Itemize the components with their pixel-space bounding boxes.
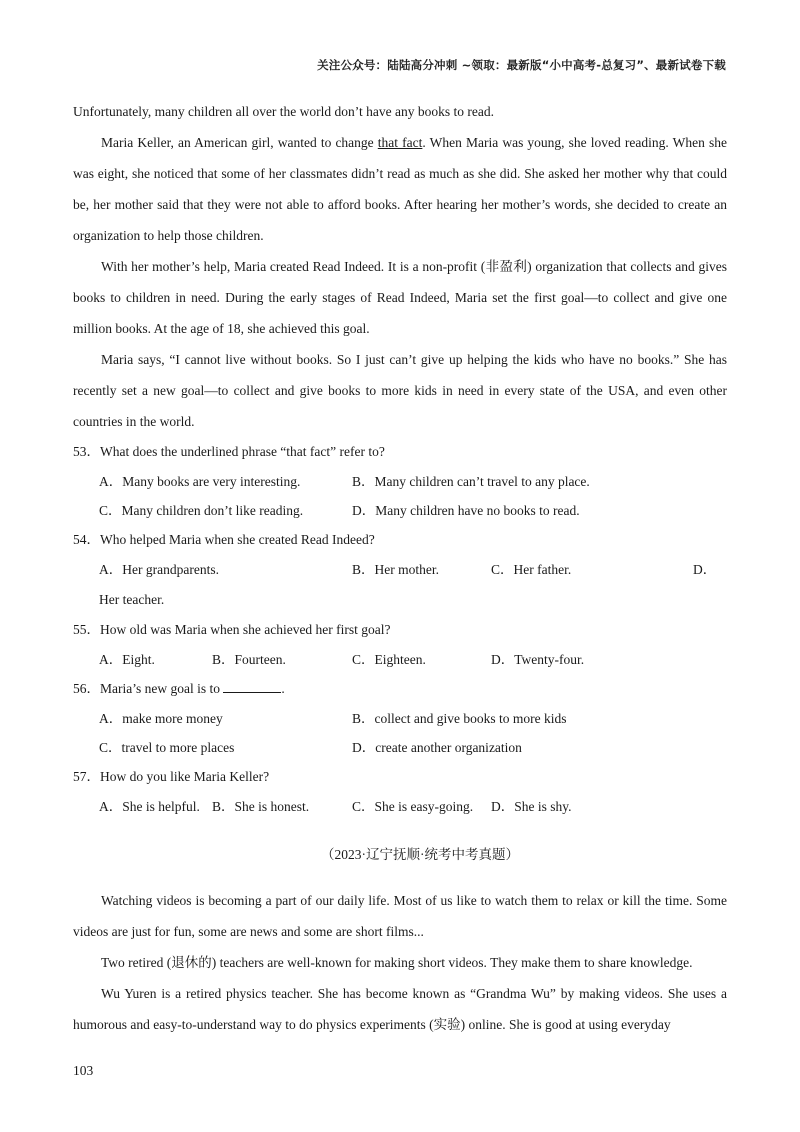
passage1-paragraph-1: Unfortunately, many children all over the world don’t have any books to read. — [73, 104, 495, 119]
question-55-options — [73, 645, 727, 674]
p2-text-after: . When Maria was young, she loved reading. When she was eight, she noticed that some of her classmates didn’t read as much as she did. She asked her mother why that could be, her mother said that they were not able to afford books. After hearing her mother’s words, she decided to create an organization to help those children. — [73, 135, 727, 243]
q54-option-d[interactable]: D． — [693, 562, 717, 577]
q57-option-a[interactable]: A．She is helpful. — [99, 799, 200, 814]
page-content — [73, 96, 727, 1040]
passage1-paragraph-4: Maria says, “I cannot live without books. So I just can’t give up helping the kids who have no books.” She has recently set a new goal—to collect and give books to more kids in need in every state of the USA, and even other countries in the world. — [73, 352, 727, 429]
q56-option-a[interactable]: A．make more money — [99, 711, 223, 726]
question-57-stem: 57．How do you like Maria Keller? — [73, 769, 270, 784]
q53-option-a[interactable]: A．Many books are very interesting. — [99, 474, 301, 489]
passage1-paragraph-2 — [73, 127, 727, 251]
q57-option-b[interactable]: B．She is honest. — [212, 799, 310, 814]
q56-stem-before: 56．Maria’s new goal is to — [73, 681, 224, 696]
q53-option-c[interactable]: C．Many children don’t like reading. — [99, 503, 304, 518]
passage2-paragraph-2: Two retired (退休的) teachers are well-known for making short videos. They make them to share knowledge. — [101, 954, 693, 970]
q57-option-c[interactable]: C．She is easy-going. — [352, 799, 474, 814]
q55-option-a[interactable]: A．Eight. — [99, 652, 155, 667]
question-53-options-row1 — [73, 467, 727, 496]
question-54-options-row2 — [73, 584, 727, 615]
question-56-options-row1 — [73, 704, 727, 733]
q55-option-c[interactable]: C．Eighteen. — [352, 652, 426, 667]
passage2-paragraph-3: Wu Yuren is a retired physics teacher. She has become known as “Grandma Wu” by making videos. She uses a humorous and easy-to-understand way to do physics experiments (实验) online. She is good at using everyday — [73, 985, 727, 1032]
page-number: 103 — [73, 1063, 94, 1078]
q56-option-b[interactable]: B．collect and give books to more kids — [352, 711, 567, 726]
question-55-stem: 55．How old was Maria when she achieved her first goal? — [73, 622, 391, 637]
page-header: 关注公众号：陆陆高分冲刺 ~领取：最新版“小中高考-总复习”、最新试卷下载 — [317, 58, 726, 72]
question-54-options-row1 — [73, 555, 727, 584]
q54-option-b[interactable]: B．Her mother. — [352, 562, 439, 577]
q54-option-a[interactable]: A．Her grandparents. — [99, 562, 219, 577]
passage2-paragraph-1: Watching videos is becoming a part of our daily life. Most of us like to watch them to relax or kill the time. Some videos are just for fun, some are news and some are short films... — [73, 892, 727, 939]
answer-blank[interactable] — [223, 678, 281, 693]
underlined-phrase: that fact — [377, 135, 423, 150]
question-53-stem: 53．What does the underlined phrase “that fact” refer to? — [73, 444, 385, 459]
question-53-options-row2 — [73, 496, 727, 525]
question-54-stem: 54．Who helped Maria when she created Read Indeed? — [73, 532, 375, 547]
question-56-stem — [73, 674, 727, 704]
q57-option-d[interactable]: D．She is shy. — [491, 799, 572, 814]
question-57-options — [73, 792, 727, 821]
q54-option-d-text[interactable]: Her teacher. — [99, 592, 165, 607]
question-56-options-row2 — [73, 733, 727, 762]
passage2-source: （2023·辽宁抚顺·统考中考真题） — [321, 847, 519, 862]
q53-option-b[interactable]: B．Many children can’t travel to any place. — [352, 474, 590, 489]
q53-option-d[interactable]: D．Many children have no books to read. — [352, 503, 580, 518]
q55-option-d[interactable]: D．Twenty-four. — [491, 652, 585, 667]
q54-option-c[interactable]: C．Her father. — [491, 562, 572, 577]
p2-text-before: Maria Keller, an American girl, wanted to change — [101, 135, 378, 150]
q55-option-b[interactable]: B．Fourteen. — [212, 652, 286, 667]
q56-option-d[interactable]: D．create another organization — [352, 740, 522, 755]
q56-stem-after: . — [281, 681, 285, 696]
q56-option-c[interactable]: C．travel to more places — [99, 740, 235, 755]
passage1-paragraph-3: With her mother’s help, Maria created Read Indeed. It is a non-profit (非盈利) organization that collects and gives books to children in need. During the early stages of Read Indeed, Maria set the first goal—to collect and give one million books. At the age of 18, she achieved this goal. — [73, 259, 727, 336]
